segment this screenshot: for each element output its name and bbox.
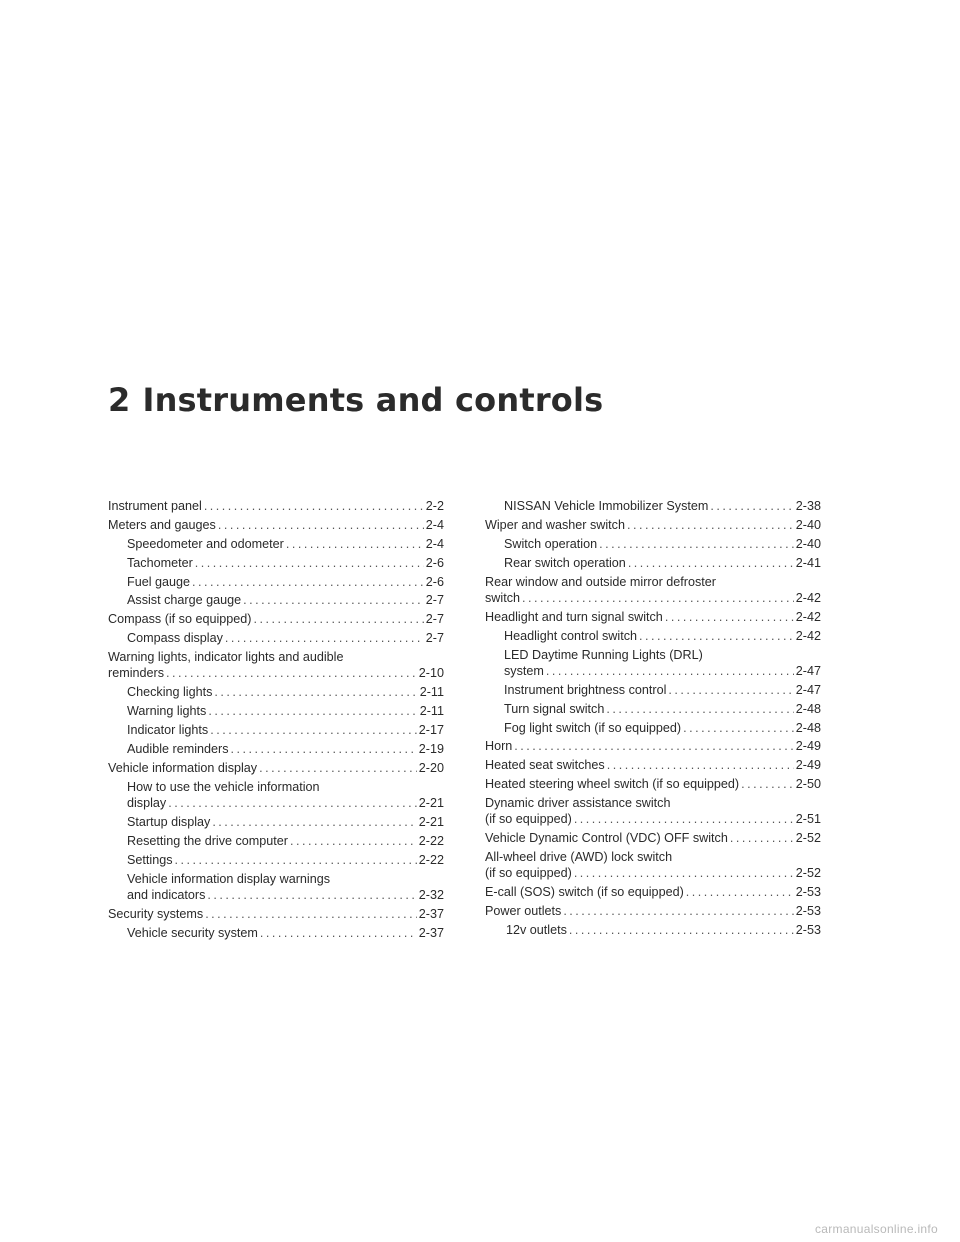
dot-leader bbox=[574, 865, 794, 881]
toc-entry-row bbox=[485, 884, 821, 900]
toc-entry-row bbox=[504, 536, 821, 552]
toc-entry-title-line: Rear window and outside mirror defroster bbox=[485, 574, 716, 589]
toc-page-number: 2-4 bbox=[425, 536, 444, 551]
toc-entry-row bbox=[108, 760, 444, 776]
toc-page-number: 2-21 bbox=[418, 796, 444, 811]
chapter-name: Instruments and controls bbox=[142, 381, 604, 420]
toc-entry-row bbox=[504, 682, 821, 698]
toc-entry[interactable] bbox=[127, 574, 444, 590]
toc-page-number: 2-7 bbox=[425, 593, 444, 608]
toc-entry[interactable] bbox=[485, 903, 821, 919]
toc-entry-row bbox=[485, 811, 821, 827]
dot-leader bbox=[741, 776, 794, 792]
toc-page-number: 2-53 bbox=[795, 885, 821, 900]
toc-entry-title-line: All-wheel drive (AWD) lock switch bbox=[485, 850, 673, 865]
toc-entry-title: Resetting the drive computer bbox=[127, 833, 289, 848]
toc-entry-title: Power outlets bbox=[485, 904, 562, 919]
toc-entry-row bbox=[108, 517, 444, 533]
toc-entry-row bbox=[127, 852, 444, 868]
toc-entry-title: (if so equipped) bbox=[485, 866, 572, 881]
toc-entry-row bbox=[127, 592, 444, 608]
toc-entry-row bbox=[127, 925, 444, 941]
toc-right-column bbox=[485, 498, 821, 941]
dot-leader bbox=[563, 903, 793, 919]
dot-leader bbox=[212, 814, 416, 830]
toc-entry[interactable] bbox=[127, 741, 444, 757]
dot-leader bbox=[627, 517, 794, 533]
toc-entry-title: switch bbox=[485, 590, 520, 605]
toc-entry-title-line: Warning lights, indicator lights and audible bbox=[108, 650, 344, 665]
toc-entry-row bbox=[504, 628, 821, 644]
toc-entry-title: Switch operation bbox=[504, 536, 598, 551]
toc-entry[interactable] bbox=[485, 884, 821, 900]
toc-page-number: 2-42 bbox=[795, 628, 821, 643]
toc-entry-title: Speedometer and odometer bbox=[127, 536, 284, 551]
toc-entry-title: Compass display bbox=[127, 631, 223, 646]
toc-list-right bbox=[485, 498, 821, 938]
toc-entry-row bbox=[485, 517, 821, 533]
toc-page-number: 2-32 bbox=[418, 887, 444, 902]
toc-entry[interactable] bbox=[127, 833, 444, 849]
toc-entry-row bbox=[127, 555, 444, 571]
toc-page-number: 2-6 bbox=[425, 574, 444, 589]
toc-entry[interactable] bbox=[504, 720, 821, 736]
toc-entry-row bbox=[108, 611, 444, 627]
toc-page-number: 2-48 bbox=[795, 701, 821, 716]
toc-page-number: 2-47 bbox=[795, 663, 821, 678]
toc-entry-row bbox=[485, 830, 821, 846]
toc-entry-row bbox=[127, 887, 444, 903]
toc-left-column bbox=[108, 498, 444, 944]
toc-entry[interactable] bbox=[127, 703, 444, 719]
toc-entry-title: 12v outlets bbox=[506, 923, 567, 938]
toc-entry-row bbox=[504, 663, 821, 679]
toc-entry-title: NISSAN Vehicle Immobilizer System bbox=[504, 499, 709, 513]
toc-entry-title: Vehicle security system bbox=[127, 925, 258, 940]
toc-entry-title: Compass (if so equipped) bbox=[108, 612, 252, 627]
toc-entry-row bbox=[485, 865, 821, 881]
toc-entry-title: and indicators bbox=[127, 887, 206, 902]
dot-leader bbox=[683, 720, 794, 736]
toc-entry[interactable] bbox=[485, 738, 821, 754]
toc-entry[interactable] bbox=[504, 701, 821, 717]
toc-entry-title: Heated seat switches bbox=[485, 758, 605, 773]
toc-entry-title: display bbox=[127, 796, 167, 811]
toc-entry[interactable] bbox=[127, 925, 444, 941]
dot-leader bbox=[192, 574, 424, 590]
toc-entry-row bbox=[127, 703, 444, 719]
toc-entry-title: Instrument brightness control bbox=[504, 682, 667, 697]
toc-entry[interactable] bbox=[504, 498, 821, 514]
toc-page-number: 2-19 bbox=[418, 741, 444, 756]
toc-entry-title: Heated steering wheel switch (if so equipped) bbox=[485, 777, 740, 792]
toc-entry-title: (if so equipped) bbox=[485, 812, 572, 827]
dot-leader bbox=[514, 738, 793, 754]
toc-page-number: 2-11 bbox=[419, 704, 444, 719]
toc-page-number: 2-49 bbox=[795, 739, 821, 754]
toc-entry[interactable] bbox=[485, 830, 821, 846]
toc-entry[interactable] bbox=[504, 628, 821, 644]
dot-leader bbox=[225, 630, 424, 646]
dot-leader bbox=[574, 811, 794, 827]
toc-page-number: 2-48 bbox=[795, 720, 821, 735]
dot-leader bbox=[166, 665, 417, 681]
toc-page-number: 2-17 bbox=[418, 723, 444, 738]
toc-entry-row bbox=[127, 722, 444, 738]
dot-leader bbox=[686, 884, 794, 900]
dot-leader bbox=[254, 611, 424, 627]
toc-entry[interactable] bbox=[485, 849, 821, 882]
dot-leader bbox=[204, 498, 424, 514]
toc-entry-title: Rear switch operation bbox=[504, 555, 626, 570]
dot-leader bbox=[205, 906, 417, 922]
dot-leader bbox=[168, 795, 417, 811]
toc-entry-row bbox=[127, 741, 444, 757]
dot-leader bbox=[231, 741, 417, 757]
toc-entry-title: Checking lights bbox=[127, 685, 213, 700]
toc-page-number: 2-38 bbox=[795, 499, 821, 513]
toc-entry-row bbox=[108, 665, 444, 681]
toc-entry-row bbox=[127, 795, 444, 811]
toc-page-number: 2-37 bbox=[418, 925, 444, 940]
toc-entry-row bbox=[108, 498, 444, 514]
toc-entry-row bbox=[108, 906, 444, 922]
toc-entry[interactable] bbox=[127, 722, 444, 738]
toc-page-number: 2-49 bbox=[795, 758, 821, 773]
toc-entry-title: Fuel gauge bbox=[127, 574, 191, 589]
toc-page-number: 2-6 bbox=[425, 555, 444, 570]
toc-entry[interactable] bbox=[127, 630, 444, 646]
toc-entry[interactable] bbox=[485, 757, 821, 773]
toc-page-number: 2-11 bbox=[419, 685, 444, 700]
toc-entry-title: Turn signal switch bbox=[504, 701, 605, 716]
toc-entry-title: Vehicle Dynamic Control (VDC) OFF switch bbox=[485, 831, 728, 846]
toc-entry[interactable] bbox=[485, 517, 821, 533]
toc-page-number: 2-22 bbox=[418, 852, 444, 867]
toc-entry[interactable] bbox=[504, 647, 821, 680]
toc-entry[interactable] bbox=[485, 795, 821, 828]
dot-leader bbox=[546, 663, 794, 679]
dot-leader bbox=[710, 498, 793, 514]
dot-leader bbox=[290, 833, 417, 849]
toc-entry-row bbox=[127, 814, 444, 830]
toc-entry-title: Horn bbox=[485, 739, 513, 754]
toc-entry-row bbox=[485, 903, 821, 919]
toc-entry[interactable] bbox=[127, 852, 444, 868]
dot-leader bbox=[260, 925, 417, 941]
dot-leader bbox=[607, 757, 794, 773]
dot-leader bbox=[195, 555, 424, 571]
toc-page-number: 2-53 bbox=[795, 923, 821, 938]
toc-entry[interactable] bbox=[127, 536, 444, 552]
toc-entry-title: Security systems bbox=[108, 906, 204, 921]
toc-entry[interactable] bbox=[127, 814, 444, 830]
dot-leader bbox=[286, 536, 424, 552]
toc-entry[interactable] bbox=[108, 906, 444, 922]
toc-page-number: 2-22 bbox=[418, 833, 444, 848]
toc-page-number: 2-21 bbox=[418, 814, 444, 829]
toc-entry-title-line: How to use the vehicle information bbox=[127, 779, 320, 794]
dot-leader bbox=[668, 682, 793, 698]
toc-entry-row bbox=[485, 757, 821, 773]
toc-entry[interactable] bbox=[108, 760, 444, 776]
toc-entry-title: Headlight control switch bbox=[504, 628, 637, 643]
dot-leader bbox=[639, 628, 794, 644]
toc-page-number: 2-50 bbox=[795, 777, 821, 792]
chapter-title bbox=[108, 381, 603, 419]
dot-leader bbox=[259, 760, 417, 776]
toc-entry[interactable] bbox=[485, 609, 821, 625]
toc-entry-title: reminders bbox=[108, 666, 164, 681]
dot-leader bbox=[599, 536, 794, 552]
toc-page-number: 2-4 bbox=[425, 517, 444, 532]
toc-page-number: 2-52 bbox=[795, 866, 821, 881]
toc-entry-row bbox=[504, 555, 821, 571]
toc-entry-title: Assist charge gauge bbox=[127, 593, 242, 608]
toc-entry[interactable] bbox=[127, 871, 444, 904]
toc-entry-row bbox=[127, 574, 444, 590]
toc-page-number: 2-10 bbox=[418, 666, 444, 681]
toc-page-number: 2-20 bbox=[418, 760, 444, 775]
dot-leader bbox=[243, 592, 424, 608]
toc-page-number: 2-7 bbox=[425, 612, 444, 627]
toc-page-number: 2-2 bbox=[425, 499, 444, 513]
toc-entry[interactable] bbox=[108, 611, 444, 627]
toc-entry[interactable] bbox=[504, 536, 821, 552]
toc-entry-row bbox=[127, 684, 444, 700]
dot-leader bbox=[628, 555, 794, 571]
toc-entry-row bbox=[506, 922, 821, 938]
toc-entry[interactable] bbox=[504, 555, 821, 571]
site-watermark: carmanualsonline.info bbox=[814, 1222, 938, 1236]
toc-entry[interactable] bbox=[506, 922, 821, 938]
dot-leader bbox=[218, 517, 424, 533]
dot-leader bbox=[665, 609, 794, 625]
toc-page-number: 2-7 bbox=[425, 631, 444, 646]
chapter-number: 2 bbox=[108, 381, 131, 420]
toc-entry-title: E-call (SOS) switch (if so equipped) bbox=[485, 885, 684, 900]
dot-leader bbox=[569, 922, 794, 938]
toc-list-left bbox=[108, 498, 444, 941]
dot-leader bbox=[175, 852, 417, 868]
toc-entry[interactable] bbox=[127, 592, 444, 608]
toc-entry-title: Meters and gauges bbox=[108, 517, 216, 532]
toc-entry-title: Audible reminders bbox=[127, 741, 229, 756]
toc-page-number: 2-52 bbox=[795, 831, 821, 846]
toc-entry-title: Tachometer bbox=[127, 555, 193, 570]
toc-entry-row bbox=[504, 498, 821, 514]
toc-entry-title: Instrument panel bbox=[108, 499, 202, 513]
toc-entry-title-line: Dynamic driver assistance switch bbox=[485, 796, 671, 811]
dot-leader bbox=[214, 684, 417, 700]
toc-entry[interactable] bbox=[485, 776, 821, 792]
toc-entry[interactable] bbox=[108, 498, 444, 514]
toc-entry[interactable] bbox=[127, 684, 444, 700]
toc-entry-row bbox=[485, 609, 821, 625]
toc-entry-row bbox=[504, 720, 821, 736]
toc-entry-title: Warning lights bbox=[127, 704, 207, 719]
toc-entry-title: Indicator lights bbox=[127, 723, 209, 738]
toc-entry-title-line: Vehicle information display warnings bbox=[127, 871, 331, 886]
toc-entry[interactable] bbox=[127, 779, 444, 812]
toc-entry-title-line: LED Daytime Running Lights (DRL) bbox=[504, 647, 703, 662]
toc-page-number: 2-51 bbox=[795, 812, 821, 827]
toc-entry-title: Fog light switch (if so equipped) bbox=[504, 720, 682, 735]
toc-entry[interactable] bbox=[504, 682, 821, 698]
toc-entry[interactable] bbox=[127, 555, 444, 571]
dot-leader bbox=[730, 830, 794, 846]
toc-entry[interactable] bbox=[485, 574, 821, 607]
toc-entry-row bbox=[485, 776, 821, 792]
dot-leader bbox=[210, 722, 417, 738]
toc-page-number: 2-42 bbox=[795, 609, 821, 624]
toc-entry[interactable] bbox=[108, 517, 444, 533]
dot-leader bbox=[208, 703, 417, 719]
toc-page-number: 2-37 bbox=[418, 906, 444, 921]
toc-page-number: 2-40 bbox=[795, 536, 821, 551]
toc-entry-row bbox=[485, 738, 821, 754]
toc-entry-title: Startup display bbox=[127, 814, 211, 829]
toc-page-number: 2-41 bbox=[795, 555, 821, 570]
toc-entry-title: Headlight and turn signal switch bbox=[485, 609, 663, 624]
toc-entry-row bbox=[127, 833, 444, 849]
toc-entry-title: system bbox=[504, 663, 544, 678]
toc-entry-row bbox=[127, 536, 444, 552]
dot-leader bbox=[207, 887, 416, 903]
toc-entry-row bbox=[485, 590, 821, 606]
toc-entry[interactable] bbox=[108, 649, 444, 682]
toc-entry-row bbox=[127, 630, 444, 646]
dot-leader bbox=[606, 701, 793, 717]
toc-entry-row bbox=[504, 701, 821, 717]
toc-entry-title: Wiper and washer switch bbox=[485, 517, 625, 532]
toc-page-number: 2-47 bbox=[795, 682, 821, 697]
toc-page-number: 2-42 bbox=[795, 590, 821, 605]
toc-entry-title: Settings bbox=[127, 852, 173, 867]
toc-page-number: 2-40 bbox=[795, 517, 821, 532]
toc-page-number: 2-53 bbox=[795, 904, 821, 919]
toc-entry-title: Vehicle information display bbox=[108, 760, 258, 775]
dot-leader bbox=[522, 590, 794, 606]
